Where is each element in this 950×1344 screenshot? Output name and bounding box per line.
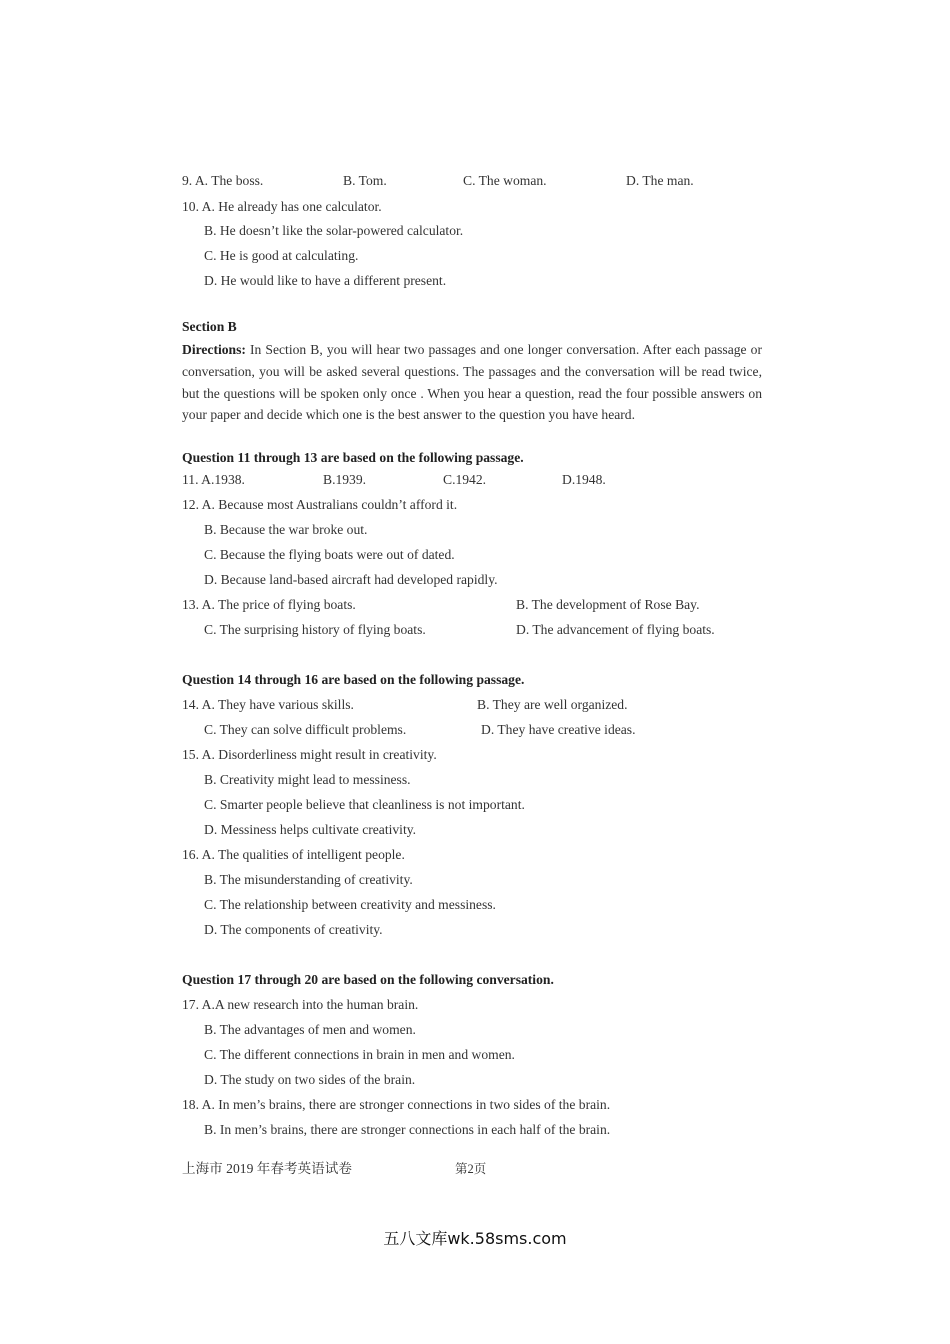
footer-exam-title: 上海市 2019 年春考英语试卷 [182, 1161, 352, 1176]
q10-option-d: D. He would like to have a different present. [204, 273, 447, 288]
q10-option-b: B. He doesn’t like the solar-powered calculator. [204, 223, 464, 238]
q13-option-b: B. The development of Rose Bay. [516, 597, 700, 612]
q12-option-d: D. Because land-based aircraft had developed rapidly. [204, 572, 498, 587]
q11-option-d: D.1948. [562, 472, 606, 487]
q16-option-c: C. The relationship between creativity and messiness. [204, 897, 496, 912]
q13-option-a: 13. A. The price of flying boats. [182, 597, 356, 612]
footer-page-number: 第2页 [455, 1162, 487, 1176]
q9-option-d: D. The man. [626, 173, 694, 188]
site-watermark: 五八文库wk.58sms.com [383, 1229, 567, 1248]
q9-option-c: C. The woman. [463, 173, 547, 188]
q9-option-a: 9. A. The boss. [182, 173, 264, 188]
group2-heading: Question 14 through 16 are based on the following passage. [182, 672, 525, 687]
q11-option-a: 11. A.1938. [182, 472, 245, 487]
q12-option-a: 12. A. Because most Australians couldn’t afford it. [182, 497, 458, 512]
section-b-directions [182, 339, 762, 426]
q11-option-b: B.1939. [323, 472, 367, 487]
q10-option-a: 10. A. He already has one calculator. [182, 199, 382, 214]
q11-option-c: C.1942. [443, 472, 487, 487]
q15-option-a: 15. A. Disorderliness might result in creativity. [182, 747, 437, 762]
group3-heading: Question 17 through 20 are based on the following conversation. [182, 972, 554, 987]
q17-option-b: B. The advantages of men and women. [204, 1022, 416, 1037]
q15-option-b: B. Creativity might lead to messiness. [204, 772, 411, 787]
section-b-title: Section B [182, 319, 237, 334]
q15-option-d: D. Messiness helps cultivate creativity. [204, 822, 417, 837]
directions-label: Directions: [182, 342, 246, 357]
q14-option-b: B. They are well organized. [477, 697, 628, 712]
group1-heading: Question 11 through 13 are based on the following passage. [182, 450, 524, 465]
q16-option-b: B. The misunderstanding of creativity. [204, 872, 413, 887]
q18-option-b: B. In men’s brains, there are stronger connections in each half of the brain. [204, 1122, 611, 1137]
q13-option-d: D. The advancement of flying boats. [516, 622, 715, 637]
q15-option-c: C. Smarter people believe that cleanliness is not important. [204, 797, 525, 812]
q16-option-d: D. The components of creativity. [204, 922, 383, 937]
q12-option-c: C. Because the flying boats were out of dated. [204, 547, 455, 562]
directions-text: In Section B, you will hear two passages and one longer conversation. After each passage or conversation, you will be asked several questions. The passages and the conversation will be read twice, but the questions will be spoken only once . When you hear a question, read the four possible answers on your paper and decide which one is the best answer to the question you have heard. [182, 342, 762, 423]
q16-option-a: 16. A. The qualities of intelligent people. [182, 847, 405, 862]
q18-option-a: 18. A. In men’s brains, there are stronger connections in two sides of the brain. [182, 1097, 611, 1112]
q17-option-a: 17. A.A new research into the human brain. [182, 997, 419, 1012]
q9-option-b: B. Tom. [343, 173, 387, 188]
q14-option-c: C. They can solve difficult problems. [204, 722, 407, 737]
q12-option-b: B. Because the war broke out. [204, 522, 368, 537]
q14-option-d: D. They have creative ideas. [481, 722, 636, 737]
q17-option-d: D. The study on two sides of the brain. [204, 1072, 416, 1087]
q13-option-c: C. The surprising history of flying boats. [204, 622, 426, 637]
q10-option-c: C. He is good at calculating. [204, 248, 359, 263]
q14-option-a: 14. A. They have various skills. [182, 697, 354, 712]
q17-option-c: C. The different connections in brain in men and women. [204, 1047, 515, 1062]
